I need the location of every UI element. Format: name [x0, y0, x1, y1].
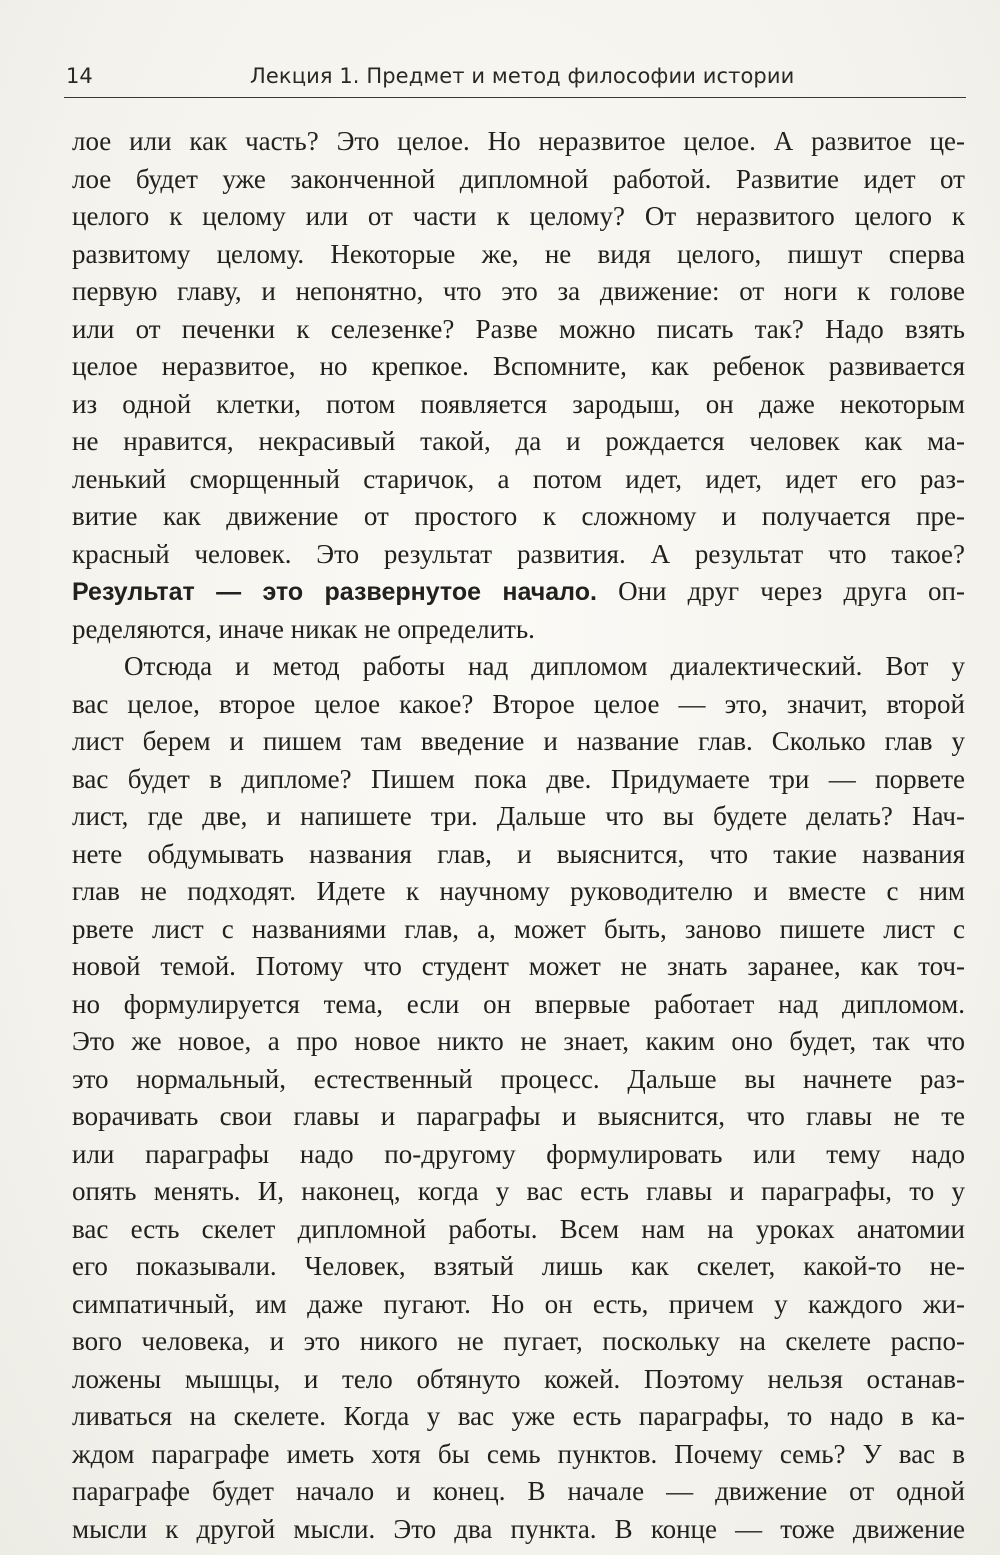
- paragraph-2: [72, 648, 965, 1548]
- running-header: [64, 58, 964, 96]
- text-line: целого к целому или от части к целому? От неразвитого целого к: [72, 201, 965, 231]
- text-line: витие как движение от простого к сложному и получается пре-: [72, 501, 965, 531]
- text-line: из одной клетки, потом появляется зародыш, он даже некоторым: [72, 388, 965, 419]
- paragraph-1: [72, 123, 965, 648]
- text-line: его показывали. Человек, взятый лишь как скелет, какой-то не-: [72, 1251, 965, 1281]
- text-line: или от печенки к селезенке? Разве можно писать так? Надо взять: [72, 313, 965, 344]
- text-line: ждом параграфе иметь хотя бы семь пунктов. Почему семь? У вас в: [72, 1438, 965, 1469]
- text-line: целое неразвитое, но крепкое. Вспомните, как ребенок развивается: [72, 351, 965, 381]
- text-line: ложены мышцы, и тело обтянуто кожей. Поэтому нельзя останав-: [72, 1363, 965, 1394]
- bold-phrase: Результат — это развернутое начало.: [72, 578, 597, 606]
- text-line: мысли к другой мысли. Это два пункта. В конце — тоже движение: [72, 1513, 965, 1544]
- text-line: глав не подходят. Идете к научному руководителю и вместе с ним: [72, 876, 965, 906]
- chapter-title: Лекция 1. Предмет и метод философии истории: [250, 64, 795, 88]
- text-line: лист берем и пишем там введение и название глав. Сколько глав у: [72, 726, 965, 756]
- text-line: рвете лист с названиями глав, а, может быть, заново пишете лист с: [72, 913, 965, 944]
- text-fragment: Они друг через друга оп-: [596, 576, 965, 606]
- text-line: это нормальный, естественный процесс. Дальше вы начнете раз-: [72, 1063, 965, 1094]
- text-line: ливаться на скелете. Когда у вас уже есть параграфы, то надо в ка-: [72, 1401, 965, 1431]
- text-line: ленький сморщенный старичок, а потом идет, идет, идет его раз-: [72, 463, 965, 494]
- text-line: параграфе будет начало и конец. В начале — движение от одной: [72, 1476, 965, 1506]
- text-line: или параграфы надо по-другому формулировать или тему надо: [72, 1138, 965, 1169]
- text-line: вас есть скелет дипломной работы. Всем нам на уроках анатомии: [72, 1213, 965, 1244]
- text-line-with-bold: [72, 573, 965, 611]
- text-line: новой темой. Потому что студент может не знать заранее, как точ-: [72, 951, 965, 981]
- text-line: красный человек. Это результат развития. А результат что такое?: [72, 538, 965, 569]
- text-line: ворачивать свои главы и параграфы и выяснится, что главы не те: [72, 1101, 965, 1131]
- text-line: вого человека, и это никого не пугает, поскольку на скелете распо-: [72, 1326, 965, 1356]
- text-line: симпатичный, им даже пугают. Но он есть, причем у каждого жи-: [72, 1288, 965, 1319]
- text-line: ределяются, иначе никак не определить.: [72, 613, 535, 644]
- text-line: но формулируется тема, если он впервые работает над дипломом.: [72, 988, 965, 1019]
- text-line: первую главу, и непонятно, что это за движение: от ноги к голове: [72, 276, 965, 306]
- text-line: Это же новое, а про новое никто не знает, каким оно будет, так что: [72, 1026, 965, 1056]
- text-line: развитому целому. Некоторые же, не видя целого, пишут сперва: [72, 238, 965, 269]
- text-line: вас целое, второе целое какое? Второе целое — это, значит, второй: [72, 688, 965, 719]
- text-line: опять менять. И, наконец, когда у вас есть главы и параграфы, то у: [72, 1176, 965, 1206]
- header-divider: [64, 97, 966, 98]
- text-line: вас будет в дипломе? Пишем пока две. Придумаете три — порвете: [72, 763, 965, 794]
- text-line: лое или как часть? Это целое. Но неразвитое целое. А развитое це-: [72, 126, 965, 156]
- body-text: [72, 123, 965, 1548]
- text-line: лое будет уже законченной дипломной работой. Развитие идет от: [72, 163, 965, 194]
- text-line: нете обдумывать названия глав, и выяснится, что такие названия: [72, 838, 965, 869]
- text-line: не нравится, некрасивый такой, да и рождается человек как ма-: [72, 426, 965, 456]
- page-number: 14: [66, 64, 93, 88]
- text-line: лист, где две, и напишете три. Дальше что вы будете делать? Нач-: [72, 801, 965, 831]
- text-line: Отсюда и метод работы над дипломом диалектический. Вот у: [124, 651, 965, 681]
